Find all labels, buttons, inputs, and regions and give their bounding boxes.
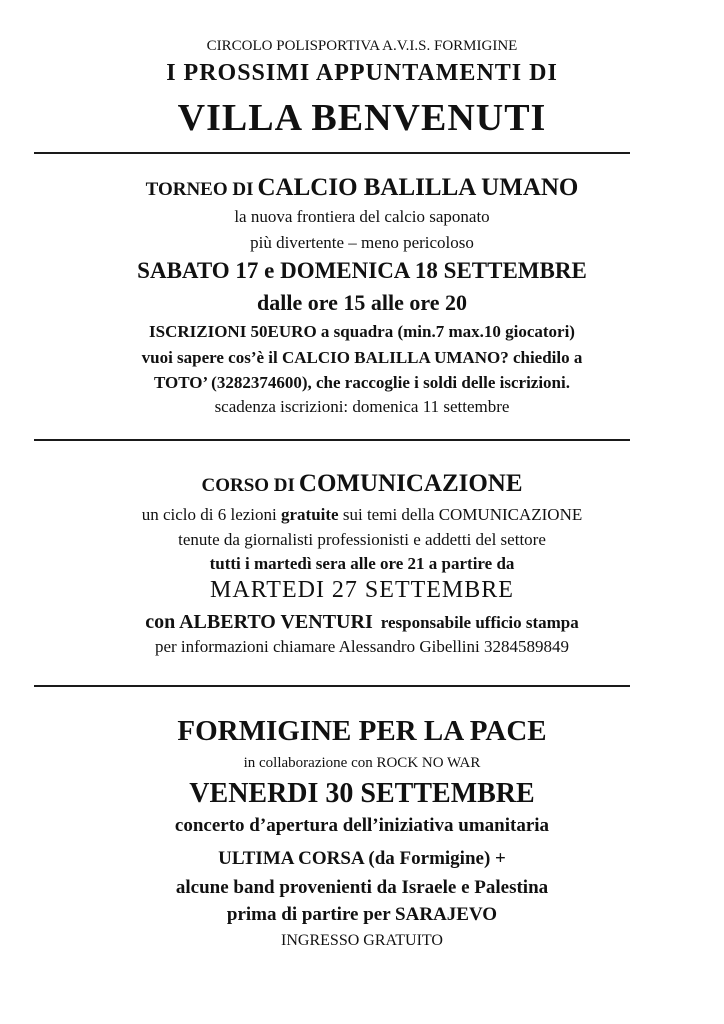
torneo-heading-large: CALCIO BALILLA UMANO [257,174,579,201]
corso-line-1-end: sui temi della COMUNICAZIONE [338,505,583,524]
torneo-heading [0,174,724,202]
corso-heading [0,470,724,498]
corso-heading-small: CORSO DI [201,475,295,496]
pace-line-4: prima di partire per SARAJEVO [226,904,498,925]
header-subtitle: I PROSSIMI APPUNTAMENTI DI [166,60,558,86]
pace-line-1: concerto d’apertura dell’iniziativa umanitaria [174,815,550,836]
corso-teacher-name: con ALBERTO VENTURI [145,611,373,633]
pace-line-2: ULTIMA CORSA (da Formigine) + [218,848,506,869]
torneo-deadline: scadenza iscrizioni: domenica 11 settembre [214,397,510,416]
corso-contact: per informazioni chiamare Alessandro Gibellini 3284589849 [154,637,570,656]
torneo-info-2: TOTO’ (3282374600), che raccoglie i soldi delle iscrizioni. [154,373,570,392]
pace-title: FORMIGINE PER LA PACE [177,715,547,747]
torneo-info-1: vuoi sapere cos’è il CALCIO BALILLA UMANO? chiedilo a [141,348,583,367]
corso-line-1-bold: gratuite [281,505,339,524]
corso-line-2: tenute da giornalisti professionisti e addetti del settore [178,530,546,549]
pace-line-3: alcune band provenienti da Israele e Palestina [175,877,549,898]
torneo-tagline-2: più divertente – meno pericoloso [250,233,474,252]
divider-2 [34,439,630,441]
organization-name: CIRCOLO POLISPORTIVA A.V.I.S. FORMIGINE [206,38,518,54]
torneo-tagline-1: la nuova frontiera del calcio saponato [234,207,490,226]
corso-teacher [0,611,724,634]
divider-1 [34,152,630,154]
corso-date: MARTEDI 27 SETTEMBRE [210,577,514,603]
pace-date: VENERDI 30 SETTEMBRE [189,778,535,809]
torneo-dates: SABATO 17 e DOMENICA 18 SETTEMBRE [137,258,587,283]
torneo-fee: ISCRIZIONI 50EURO a squadra (min.7 max.10 giocatori) [149,322,575,341]
page-title: VILLA BENVENUTI [177,97,547,139]
torneo-heading-small: TORNEO DI [145,179,254,200]
corso-teacher-role: responsabile ufficio stampa [380,613,579,632]
torneo-hours: dalle ore 15 alle ore 20 [257,290,467,315]
pace-entry: INGRESSO GRATUITO [281,932,443,949]
corso-line-3: tutti i martedì sera alle ore 21 a partire da [209,554,515,573]
corso-heading-large: COMUNICAZIONE [298,470,523,497]
corso-line-1 [0,505,724,525]
divider-3 [34,685,630,687]
pace-collab: in collaborazione con ROCK NO WAR [243,755,481,771]
corso-line-1-start: un ciclo di 6 lezioni [141,505,282,524]
